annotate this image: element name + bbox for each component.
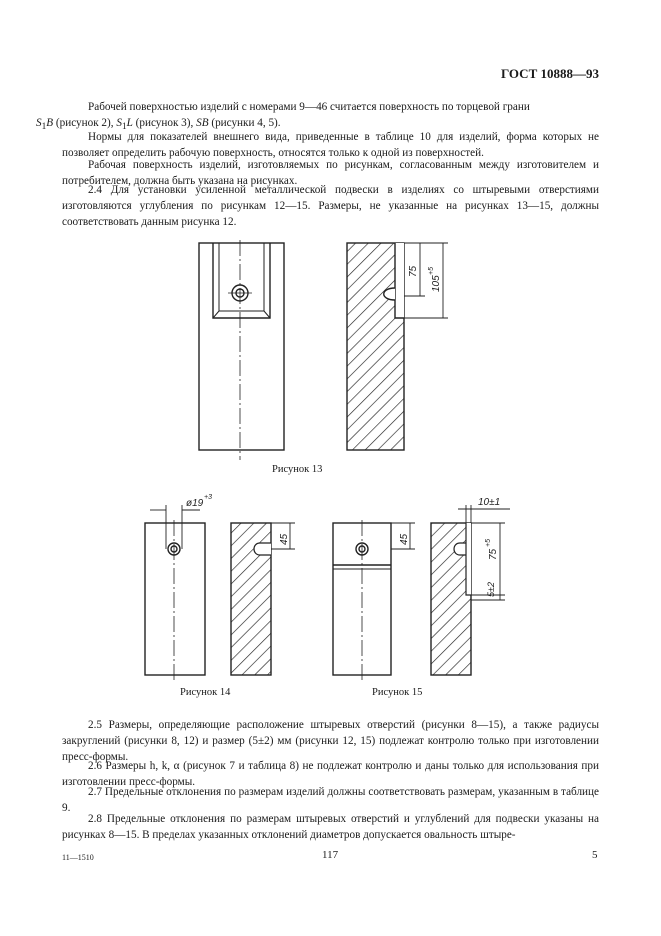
fig14-dim-diameter-tol: +3 <box>204 494 212 501</box>
paragraph-2-5: 2.5 Размеры, определяющие расположение штыревых отверстий (рисунки 8—15), а также радиусы закруглений (рисунки 8, 12) и размер (5±2) мм (рисунки 12, 15) подлежат контролю только при изготовлении пресс-формы. <box>62 719 599 763</box>
fig14-dim-45: 45 <box>279 533 290 545</box>
footer-page-number-center: 117 <box>322 849 339 861</box>
fig14-section-view <box>231 523 295 675</box>
paragraph-surface-drawings: Рабочая поверхность изделий, изготовляемых по рисункам, согласованным между изготовителем и потребителем, должна быть указана на рисунках. <box>62 159 599 187</box>
paragraph-2-6: 2.6 Размеры h, k, α (рисунок 7 и таблица 8) не подлежат контролю и даны только для использования при изготовлении пресс-формы. <box>62 760 599 788</box>
fig13-front-view <box>199 240 284 460</box>
document-id: ГОСТ 10888—93 <box>500 66 599 81</box>
paragraph-2-8: 2.8 Предельные отклонения по размерам штыревых отверстий и углублений для подвески указаны на рисунках 8—15. В пределах указанных отклонений диаметров допускается овальность штыре- <box>62 813 599 841</box>
fig15-dim-5: 5±2 <box>486 582 496 597</box>
fig13-caption: Рисунок 13 <box>272 464 323 475</box>
fig14-dim-diameter: ø19 <box>186 498 204 509</box>
fig15-dim-75: 75 <box>488 548 499 560</box>
footer-page-number-right: 5 <box>592 849 598 861</box>
fig13-dim-105: 105 <box>431 275 442 292</box>
fig15-dim-10: 10±1 <box>478 497 501 508</box>
paragraph-2-4: 2.4 Для установки усиленной металлической подвески в изделиях со штыревыми отверстиями изготовляются углубления по рисункам 12—15. Размеры, не указанные на рисунках 13—15, должны соответствовать данным рисунка 12. <box>62 184 599 228</box>
fig14-front-view <box>145 505 205 680</box>
paragraph-2-7: 2.7 Предельные отклонения по размерам изделий должны соответствовать размерам, указанным в таблице 9. <box>62 786 599 814</box>
paragraph-working-surface: Рабочей поверхностью изделий с номерами 9—46 считается поверхность по торцевой грани $S_1B$ (рисунок 2), $S_1L$ (рисунок 3), SB (рисунки 4, 5). <box>36 101 530 133</box>
fig13-dim-105-tol: +5 <box>428 267 435 275</box>
fig14-caption: Рисунок 14 <box>180 687 231 698</box>
fig15-caption: Рисунок 15 <box>372 687 423 698</box>
fig15-dim-75-tol: +5 <box>485 539 492 547</box>
fig15-front-dim-45: 45 <box>399 533 410 545</box>
fig13-dim-75: 75 <box>408 265 419 277</box>
fig15-section-view <box>431 497 510 675</box>
footer-print-code: 11—1510 <box>62 853 94 862</box>
fig13-section-view <box>347 243 448 450</box>
paragraph-appearance-norms: Нормы для показателей внешнего вида, приведенные в таблице 10 для изделий, форма которых не позволяет определить рабочую поверхность, относятся только к одной из поверхностей. <box>62 131 599 159</box>
